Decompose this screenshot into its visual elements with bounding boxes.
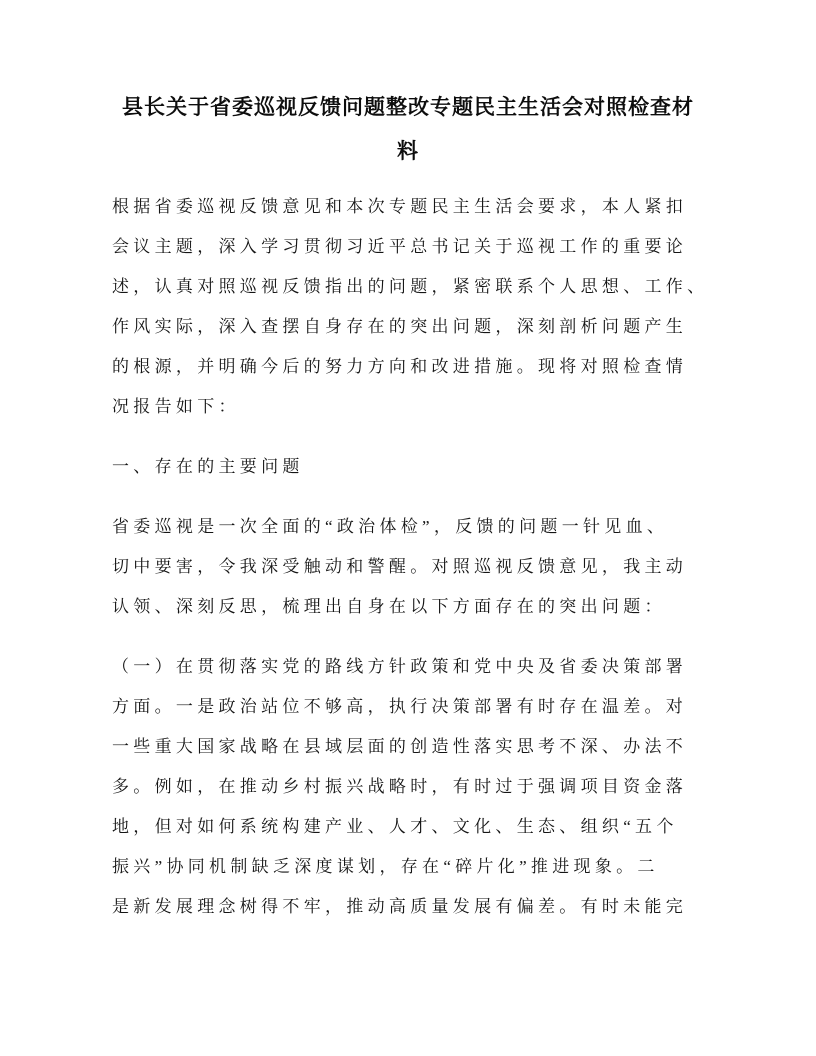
paragraph-line: 省委巡视是一次全面的“政治体检”，反馈的问题一针见血、 <box>112 517 669 536</box>
paragraph-line: （一）在贯彻落实党的路线方针政策和党中央及省委决策部署 <box>112 657 688 676</box>
paragraph-line: 会议主题，深入学习贯彻习近平总书记关于巡视工作的重要论 <box>112 237 688 256</box>
paragraph-line: 作风实际，深入查摆自身存在的突出问题，深刻剖析问题产生 <box>112 317 688 336</box>
paragraph-line: 振兴”协同机制缺乏深度谋划，存在“碎片化”推进现象。二 <box>112 857 659 876</box>
paragraph-line: 地，但对如何系统构建产业、人才、文化、生态、组织“五个 <box>112 817 678 836</box>
paragraph-line: 是新发展理念树得不牢，推动高质量发展有偏差。有时未能完 <box>112 897 688 916</box>
document-title-line-2: 料 <box>397 139 419 163</box>
document-title <box>112 85 704 173</box>
section-heading <box>112 447 704 487</box>
paragraph <box>112 187 709 427</box>
paragraph-line: 一、存在的主要问题 <box>112 457 304 476</box>
paragraph-line: 切中要害，令我深受触动和警醒。对照巡视反馈意见，我主动 <box>112 557 688 576</box>
paragraph-line: 一些重大国家战略在县域层面的创造性落实思考不深、办法不 <box>112 737 688 756</box>
paragraph-line: 多。例如，在推动乡村振兴战略时，有时过于强调项目资金落 <box>112 777 688 796</box>
document-title-line-1: 县长关于省委巡视反馈问题整改专题民主生活会对照检查材 <box>122 95 694 119</box>
paragraphs <box>112 187 709 927</box>
paragraph <box>112 647 704 927</box>
paragraph-line: 述，认真对照巡视反馈指出的问题，紧密联系个人思想、工作、 <box>112 277 709 296</box>
paragraph-line: 况报告如下： <box>112 397 240 416</box>
paragraph <box>112 507 704 627</box>
paragraph-line: 的根源，并明确今后的努力方向和改进措施。现将对照检查情 <box>112 357 688 376</box>
paragraph-line: 认领、深刻反思，梳理出自身在以下方面存在的突出问题： <box>112 597 666 616</box>
paragraph-line: 根据省委巡视反馈意见和本次专题民主生活会要求，本人紧扣 <box>112 197 688 216</box>
paragraph-line: 方面。一是政治站位不够高，执行决策部署有时存在温差。对 <box>112 697 688 716</box>
